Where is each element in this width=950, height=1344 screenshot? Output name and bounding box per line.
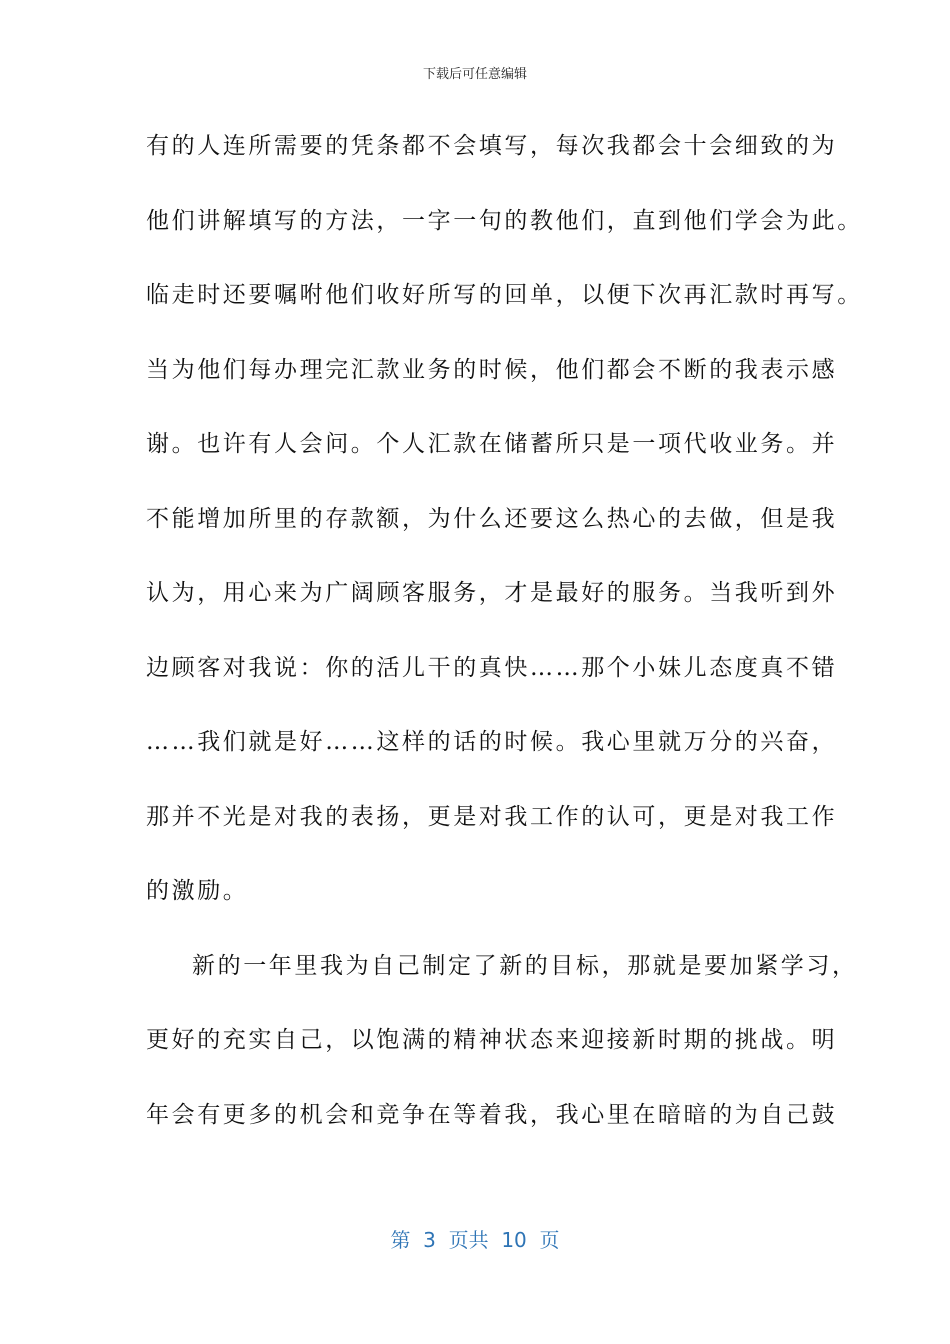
text-line: 临走时还要嘱咐他们收好所写的回单，以便下次再汇款时再写。 <box>146 282 863 308</box>
text-line: 的激励。 <box>146 878 249 904</box>
document-body <box>146 128 863 1171</box>
text-line: 谢。也许有人会问。个人汇款在储蓄所只是一项代收业务。并 <box>146 431 838 457</box>
text-line: 那并不光是对我的表扬，更是对我工作的认可，更是对我工作 <box>146 803 838 830</box>
text-line: 认为，用心来为广阔顾客服务，才是最好的服务。当我听到外 <box>146 580 838 606</box>
text-line: 边顾客对我说：你的活儿干的真快……那个小妹儿态度真不错 <box>146 654 838 681</box>
text-line: 有的人连所需要的凭条都不会填写，每次我都会十会细致的为 <box>146 133 838 159</box>
text-line: ……我们就是好……这样的话的时候。我心里就万分的兴奋， <box>146 729 838 755</box>
page-header: 下载后可任意编辑 <box>422 67 527 82</box>
text-line: 更好的充实自己，以饱满的精神状态来迎接新时期的挑战。明 <box>146 1027 838 1053</box>
paragraph-first-line: 新的一年里我为自己制定了新的目标，那就是要加紧学习， <box>192 952 858 979</box>
text-line: 他们讲解填写的方法，一字一句的教他们，直到他们学会为此。 <box>146 207 863 234</box>
page-number-footer: 第 3 页共 10 页 <box>390 1228 560 1252</box>
text-line: 不能增加所里的存款额，为什么还要这么热心的去做，但是我 <box>146 505 838 532</box>
text-line: 当为他们每办理完汇款业务的时候，他们都会不断的我表示感 <box>146 356 838 383</box>
text-line: 年会有更多的机会和竞争在等着我，我心里在暗暗的为自己鼓 <box>146 1101 838 1128</box>
